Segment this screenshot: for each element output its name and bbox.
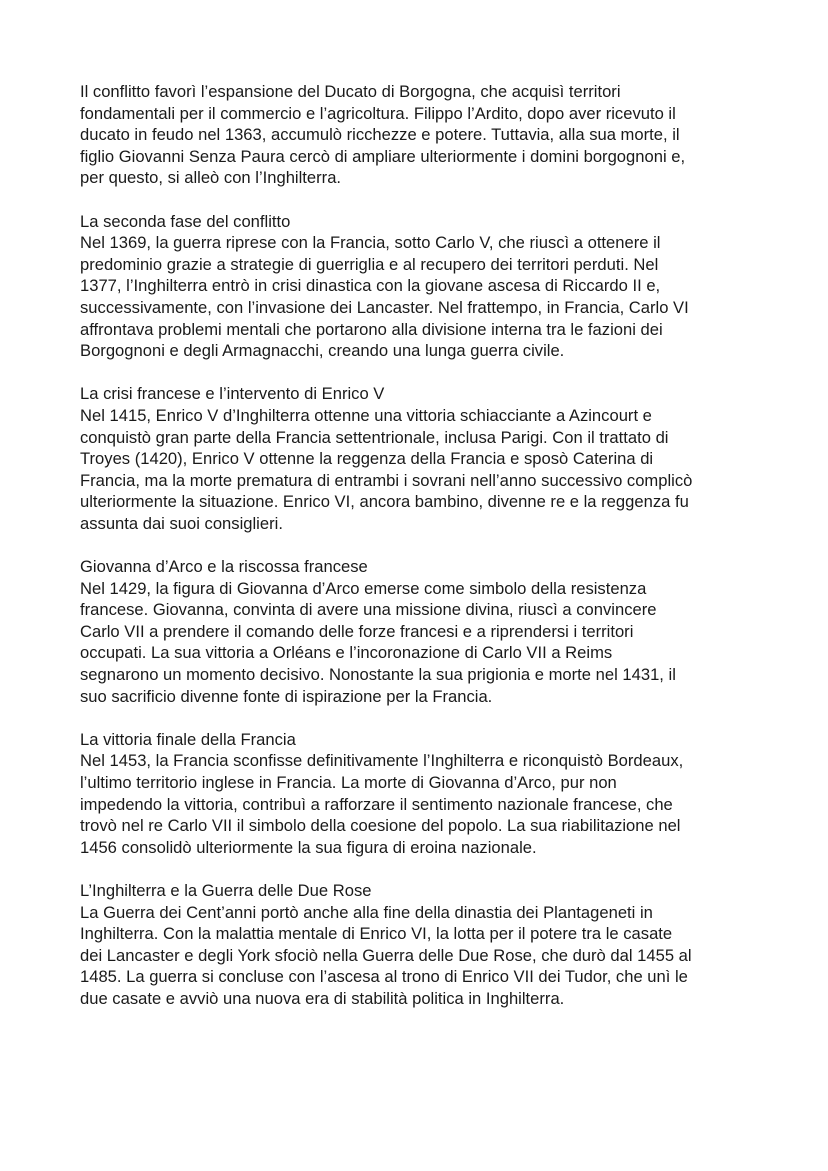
section-paragraph: Nel 1369, la guerra riprese con la Francia, sotto Carlo V, che riuscì a ottenere il predominio grazie a strategie di guerriglia e al recupero dei territori perduti. Nel 1377, l’Inghilterra entrò in crisi dinastica con la giovane ascesa di Riccardo II e, successivamente, con l’invasione dei Lancaster. Nel frattempo, in Francia, Carlo VI affrontava problemi mentali che portarono alla divisione interna tra le fazioni dei Borgognoni e degli Armagnacchi, creando una lunga guerra civile. <box>80 233 689 361</box>
intro-section <box>80 81 770 189</box>
section-giovanna-darco <box>80 556 770 707</box>
section-seconda-fase <box>80 211 770 362</box>
section-title: La vittoria finale della Francia <box>80 729 296 749</box>
section-paragraph: Nel 1415, Enrico V d’Inghilterra ottenne una vittoria schiacciante a Azincourt e conquistò gran parte della Francia settentrionale, inclusa Parigi. Con il trattato di Troyes (1420), Enrico V ottenne la reggenza della Francia e sposò Caterina di Francia, ma la morte prematura di entrambi i sovrani nell’anno successivo complicò ulteriormente la situazione. Enrico VI, ancora bambino, divenne re e la reggenza fu assunta dai suoi consiglieri. <box>80 405 693 533</box>
section-title: La crisi francese e l’intervento di Enrico V <box>80 384 385 404</box>
section-title: La seconda fase del conflitto <box>80 211 291 231</box>
section-title: L’Inghilterra e la Guerra delle Due Rose <box>80 880 372 900</box>
document-page <box>80 81 770 1031</box>
section-paragraph: La Guerra dei Cent’anni portò anche alla fine della dinastia dei Plantageneti in Inghilterra. Con la malattia mentale di Enrico VI, la lotta per il potere tra le casate dei Lancaster e degli York sfociò nella Guerra delle Due Rose, che durò dal 1455 al 1485. La guerra si concluse con l’ascesa al trono di Enrico VII dei Tudor, che unì le due casate e avviò una nuova era di stabilità politica in Inghilterra. <box>80 902 692 1008</box>
section-crisi-francese <box>80 383 770 534</box>
section-due-rose <box>80 880 770 1010</box>
intro-paragraph: Il conflitto favorì l’espansione del Ducato di Borgogna, che acquisì territori fondamentali per il commercio e l’agricoltura. Filippo l’Ardito, dopo aver ricevuto il ducato in feudo nel 1363, accumulò ricchezze e potere. Tuttavia, alla sua morte, il figlio Giovanni Senza Paura cercò di ampliare ulteriormente i domini borgognoni e, per questo, si alleò con l’Inghilterra. <box>80 82 686 188</box>
section-paragraph: Nel 1453, la Francia sconfisse definitivamente l’Inghilterra e riconquistò Bordeaux, l’ultimo territorio inglese in Francia. La morte di Giovanna d’Arco, pur non impedendo la vittoria, contribuì a rafforzare il sentimento nazionale francese, che trovò nel re Carlo VII il simbolo della coesione del popolo. La sua riabilitazione nel 1456 consolidò ulteriormente la sua figura di eroina nazionale. <box>80 751 684 857</box>
section-vittoria-finale <box>80 729 770 859</box>
section-title: Giovanna d’Arco e la riscossa francese <box>80 557 368 577</box>
section-paragraph: Nel 1429, la figura di Giovanna d’Arco emerse come simbolo della resistenza francese. Giovanna, convinta di avere una missione divina, riuscì a convincere Carlo VII a prendere il comando delle forze francesi e a riprendersi i territori occupati. La sua vittoria a Orléans e l’incoronazione di Carlo VII a Reims segnarono un momento decisivo. Nonostante la sua prigionia e morte nel 1431, il suo sacrificio divenne fonte di ispirazione per la Francia. <box>80 578 676 706</box>
